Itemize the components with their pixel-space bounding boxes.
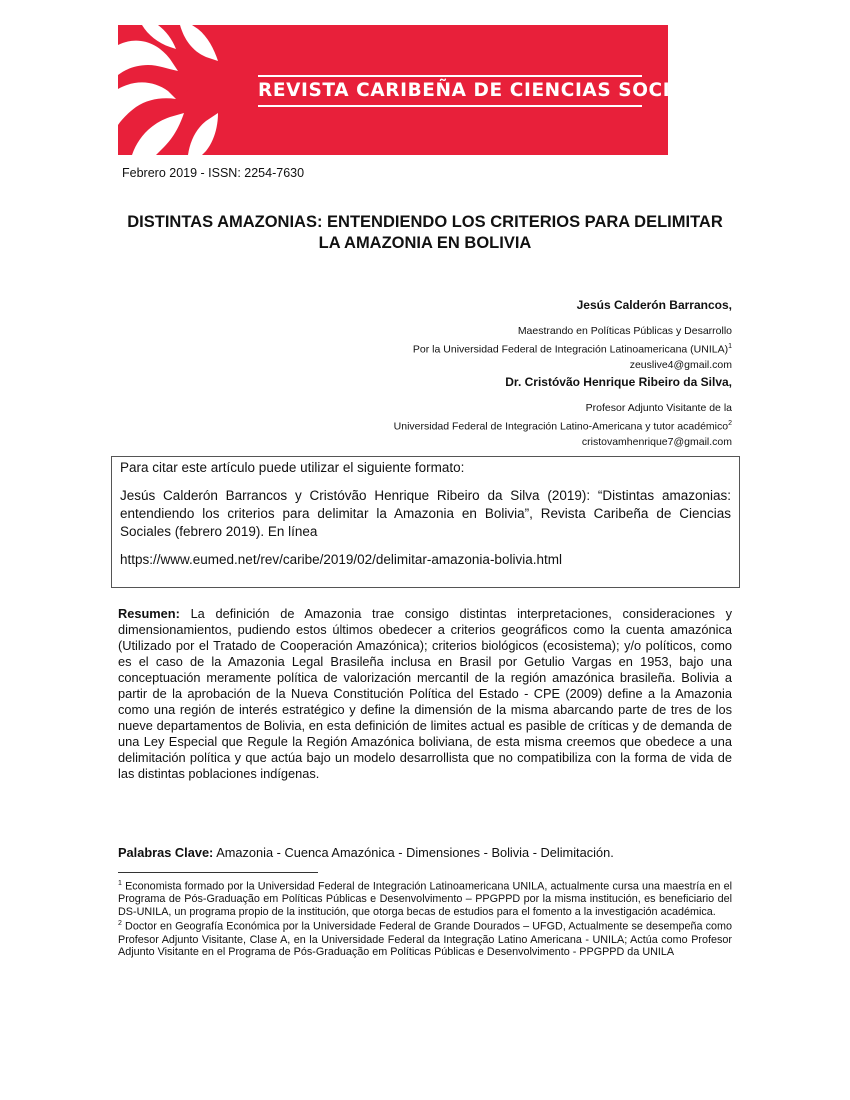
citation-intro: Para citar este artículo puede utilizar el siguiente formato: (120, 460, 465, 475)
abstract-label: Resumen: (118, 606, 180, 621)
footnote-2: $^2$ Doctor en Geografía Económica por la Universidade Federal de Grande Dourados – UFGD, Actualmente se desempeña como Profesor Adjunto Visitante, Clase A, en la Universidade Federal da Integração Latino Americana - UNILA; Actúa como Profesor Adjunto Visitante en el Programa de Pós-Graduação em Políticas Públicas e Desenvolvimento - PPGPPD da UNILA (118, 920, 733, 959)
article-title (110, 212, 740, 254)
banner-rule-bottom (258, 105, 642, 107)
journal-banner (118, 25, 725, 155)
author-1 (300, 298, 732, 373)
journal-title: REVISTA CARIBEÑA DE CIENCIAS SOCIALES (258, 80, 725, 101)
footnote-ref[interactable]: 1 (728, 343, 732, 350)
article-title-line-1: DISTINTAS AMAZONIAS: ENTENDIENDO LOS CRITERIOS PARA DELIMITAR (127, 213, 723, 231)
author-affiliation: Universidad Federal de Integración Latino-Americana y tutor académico$^2$ (393, 420, 732, 433)
footnote-ref[interactable]: 2 (728, 420, 732, 427)
author-name: Jesús Calderón Barrancos, (576, 298, 732, 312)
author-name: Dr. Cristóvão Henrique Ribeiro da Silva, (505, 375, 732, 389)
footnotes (118, 878, 732, 959)
author-email: zeuslive4@gmail.com (629, 358, 732, 371)
keywords-label: Palabras Clave: (118, 845, 214, 860)
author-affiliation: Maestrando en Políticas Públicas y Desarrollo (517, 325, 732, 337)
article-title-line-2: LA AMAZONIA EN BOLIVIA (318, 234, 532, 252)
author-affiliation: Por la Universidad Federal de Integración Latinoamericana (UNILA)$^1$ (412, 343, 732, 356)
author-2 (300, 375, 732, 450)
banner-rule-top (258, 75, 642, 77)
citation-text: Jesús Calderón Barrancos y Cristóvão Henrique Ribeiro da Silva (2019): “Distintas amazonias: entendiendo los criterios para delimitar la Amazonia en Bolivia”, Revista Caribeña de Ciencias Sociales (febrero 2019). En línea (120, 488, 731, 539)
hands-logo-icon (118, 25, 248, 155)
citation-url[interactable]: https://www.eumed.net/rev/caribe/2019/02/delimitar-amazonia-bolivia.html (120, 552, 562, 567)
keywords (118, 845, 614, 860)
abstract-text: La definición de Amazonia trae consigo distintas interpretaciones, consideraciones y dimensionamientos, pudiendo estos últimos obedecer a criterios geográficos como la cuenta amazónica (Utilizado por el Tratado de Cooperación Amazónica); criterios biológicos (ecosistema); y/o políticos, como es el caso de la Amazonia Legal Brasileña inclusa en Brasil por Getulio Vargas en 1953, bajo una conceptuación meramente política de valorización mercantil de la región amazónica brasileña. Bolivia a partir de la aprobación de la Nueva Constitución Política del Estado - CPE (2009) define a la Amazonia como una región de interés estratégico y define la dimensión de la misma abarcando parte de tres de los nueve departamentos de Bolivia, en esta definición de limites actual es pasible de críticas y de demanda de una Ley Especial que Regule la Región Amazónica boliviana, de esta misma creemos que obedece a una delimitación política y que actúa bajo un modelo desarrollista que no compatibiliza con la forma de vida de las distintas poblaciones indígenas. (118, 606, 732, 781)
citation-box (111, 456, 740, 588)
footnote-divider (118, 872, 318, 873)
author-affiliation: Profesor Adjunto Visitante de la (585, 402, 732, 414)
keywords-text: Amazonia - Cuenca Amazónica - Dimensiones - Bolivia - Delimitación. (216, 845, 614, 860)
footnote-1: $^1$ Economista formado por la Universidad Federal de Integración Latinoamericana UNILA, actualmente cursa una maestría en el Programa de Pós-Graduação em Políticas Públicas e Desenvolvimento – PPGPPD por la misma institución, es beneficiario del DS-UNILA, un programa propio de la institución, que otorga becas de estudios para el fomento a la investigación académica. (118, 880, 732, 918)
issue-line: Febrero 2019 - ISSN: 2254-7630 (122, 166, 305, 180)
abstract (118, 606, 732, 782)
author-email: cristovamhenrique7@gmail.com (581, 435, 732, 448)
